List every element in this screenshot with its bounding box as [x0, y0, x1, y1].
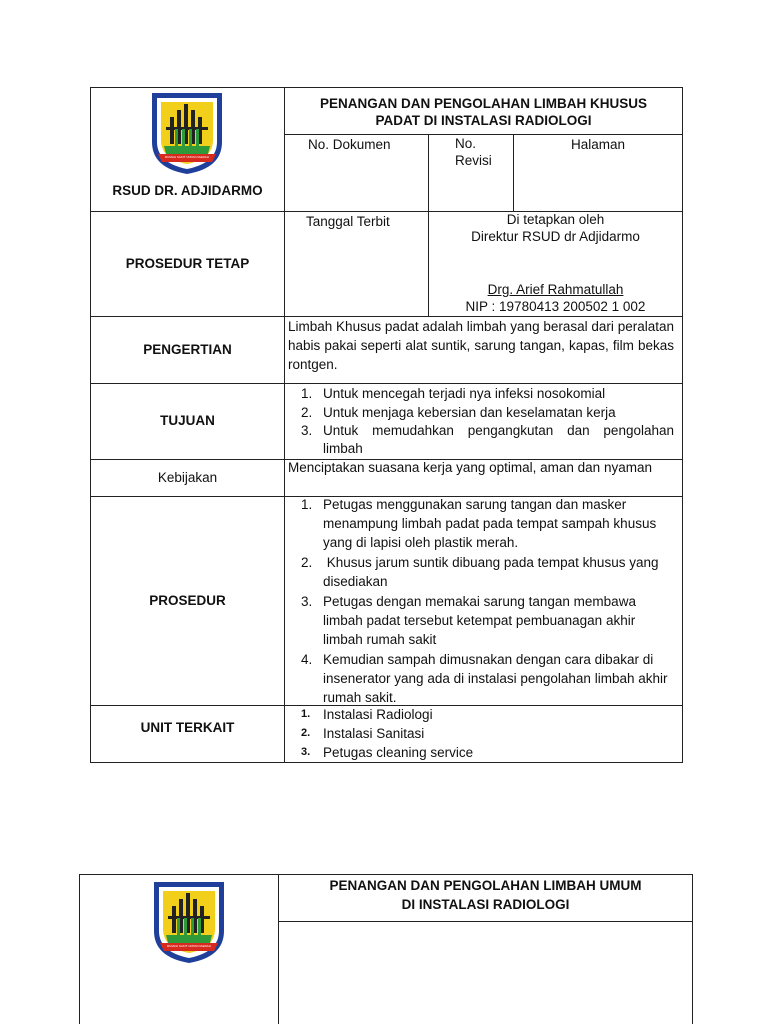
pengertian-text: Limbah Khusus padat adalah limbah yang berasal dari peralatan habis pakai seperti alat suntik, sarung tangan, kapas, film bekas rontgen. — [288, 319, 674, 372]
no-revisi-label — [455, 135, 492, 169]
no-dokumen-label: No. Dokumen — [308, 137, 391, 152]
no-revisi-label-line-2: Revisi — [455, 153, 492, 168]
prosedur-list — [285, 495, 677, 707]
list-item: 2. Untuk menjaga kebersian dan keselamatan kerja — [301, 405, 616, 420]
kebijakan-label: Kebijakan — [157, 470, 218, 485]
hospital-logo — [150, 879, 228, 965]
logo-motto: RUMAH SAKIT UMUM DAERAH — [167, 944, 211, 948]
unit-terkait-list — [285, 705, 674, 762]
list-item: 3. Petugas dengan memakai sarung tangan membawa limbah padat tersebut ketempat pembuanagan akhir limbah rumah sakit — [301, 594, 636, 647]
list-item: 1. Instalasi Radiologi — [301, 707, 433, 722]
title-2-line-2: DI INSTALASI RADIOLOGI — [401, 897, 570, 912]
list-item: 1. Untuk mencegah terjadi nya infeksi nosokomial — [301, 386, 606, 401]
list-item: 2. Khusus jarum suntik dibuang pada tempat khusus yang disediakan — [301, 555, 663, 589]
title-line-2: PADAT DI INSTALASI RADIOLOGI — [375, 113, 592, 128]
prosedur-label: PROSEDUR — [149, 593, 226, 608]
list-item: 2. Instalasi Sanitasi — [301, 726, 425, 741]
no-revisi-label-line-1: No. — [455, 136, 477, 151]
signer-name: Drg. Arief Rahmatullah — [487, 282, 624, 297]
hospital-logo — [148, 90, 226, 176]
halaman-label: Halaman — [570, 137, 626, 152]
institution-name: RSUD DR. ADJIDARMO — [112, 183, 263, 198]
unit-terkait-label: UNIT TERKAIT — [140, 720, 235, 735]
document-title — [285, 95, 682, 129]
signer-nip: NIP : 19780413 200502 1 002 — [465, 299, 646, 314]
ditetapkan-line-1: Di tetapkan oleh — [506, 212, 605, 227]
list-item: 3. Petugas cleaning service — [301, 745, 474, 760]
kebijakan-text: Menciptakan suasana kerja yang optimal, aman dan nyaman — [288, 460, 652, 475]
title-line-1: PENANGAN DAN PENGOLAHAN LIMBAH KHUSUS — [319, 96, 647, 111]
prosedur-tetap-label: PROSEDUR TETAP — [125, 256, 250, 271]
title-2-line-1: PENANGAN DAN PENGOLAHAN LIMBAH UMUM — [329, 878, 642, 893]
tujuan-label: TUJUAN — [160, 413, 215, 428]
ditetapkan-line-2: Direktur RSUD dr Adjidarmo — [471, 229, 640, 244]
list-item: 1. Petugas menggunakan sarung tangan dan masker menampung limbah padat pada tempat sampah khusus yang di lapisi oleh plastik merah. — [301, 497, 657, 550]
tujuan-list — [285, 384, 674, 458]
ditetapkan-block — [429, 211, 682, 245]
list-item: 4. Kemudian sampah dimusnakan dengan cara dibakar di insenerator yang ada di instalasi pengolahan limbah akhir rumah sakit. — [301, 652, 668, 705]
logo-motto: RUMAH SAKIT UMUM DAERAH — [165, 155, 209, 159]
list-item: 3. Untuk memudahkan pengangkutan dan pengolahan limbah — [301, 423, 674, 456]
document-title-2 — [279, 876, 692, 914]
tanggal-terbit-label: Tanggal Terbit — [306, 214, 390, 229]
pengertian-label: PENGERTIAN — [143, 342, 232, 357]
